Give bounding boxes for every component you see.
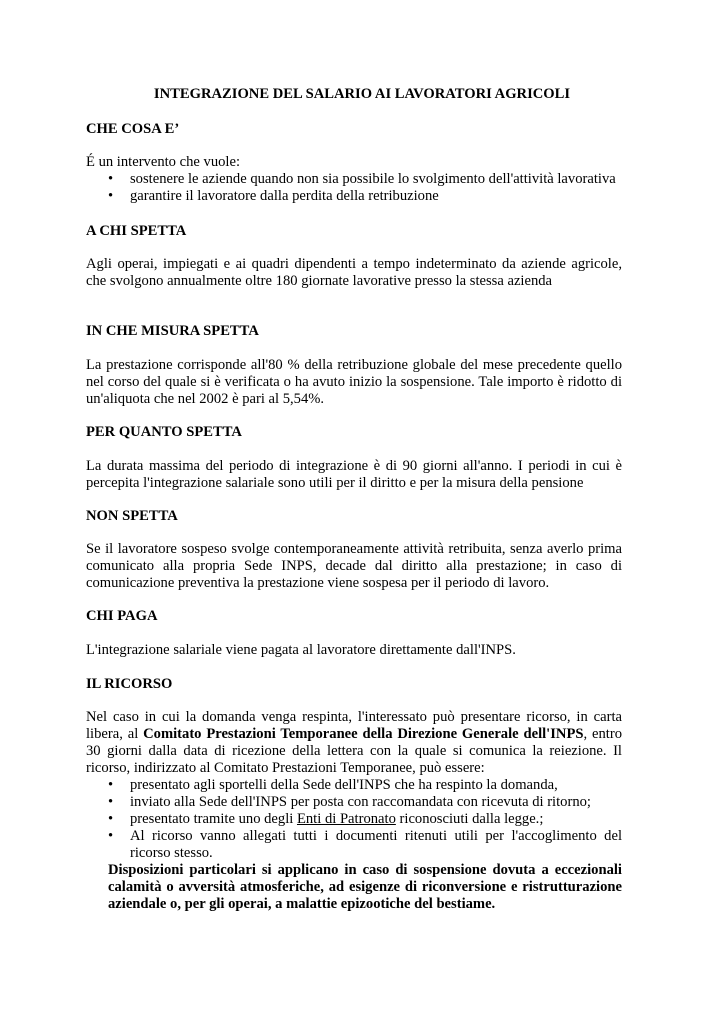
- che-cosa-intro: É un intervento che vuole:: [86, 154, 240, 170]
- misura-paragraph: La prestazione corrisponde all'80 % della retribuzione globale del mese precedente quello nel corso del quale si è verificata o ha avuto inizio la sospensione. Tale importo è ridotto di un'aliquota che nel 2002 è pari al 5,54%.: [86, 357, 622, 407]
- heading-misura: IN CHE MISURA SPETTA: [86, 323, 259, 339]
- list-item: • presentato agli sportelli della Sede dell'INPS che ha respinto la domanda,: [108, 777, 558, 793]
- heading-che-cosa: CHE COSA E’: [86, 121, 180, 137]
- heading-per-quanto: PER QUANTO SPETTA: [86, 424, 242, 440]
- enti-di-patronato-link[interactable]: Enti di Patronato: [296, 811, 396, 827]
- disposizioni-particolari-notice: Disposizioni particolari si applicano in caso di sospensione dovuta a eccezionali calamità o avversità atmosferiche, ad esigenze di riconversione e ristrutturazione aziendale o, per gli operai, a malattie epizootiche del bestiame.: [108, 862, 622, 912]
- bullet-icon: •: [108, 794, 114, 810]
- heading-chi-paga: CHI PAGA: [86, 608, 158, 624]
- heading-non-spetta: NON SPETTA: [86, 508, 178, 524]
- che-cosa-bullet-list: [86, 171, 622, 205]
- ricorso-paragraph: Nel caso in cui la domanda venga respinta, l'interessato può presentare ricorso, in carta libera, al Comitato Prestazioni Temporanee della Direzione Generale dell'INPS, entro 30 giorni dalla data di ricezione della lettera con la quale si comunica la reiezione. Il ricorso, indirizzato al Comitato Prestazioni Temporanee, può essere:: [86, 709, 622, 776]
- chi-paga-paragraph: L'integrazione salariale viene pagata al lavoratore direttamente dall'INPS.: [86, 642, 516, 658]
- bullet-icon: •: [108, 188, 114, 204]
- per-quanto-paragraph: La durata massima del periodo di integrazione è di 90 giorni all'anno. I periodi in cui è percepita l'integrazione salariale sono utili per il diritto e per la misura della pensione: [86, 458, 622, 491]
- list-item: • sostenere le aziende quando non sia possibile lo svolgimento dell'attività lavorativa: [108, 171, 616, 187]
- bullet-icon: •: [108, 828, 114, 844]
- list-item: • inviato alla Sede dell'INPS per posta con raccomandata con ricevuta di ritorno;: [108, 794, 591, 810]
- document-title: INTEGRAZIONE DEL SALARIO AI LAVORATORI AGRICOLI: [153, 86, 571, 102]
- heading-il-ricorso: IL RICORSO: [86, 676, 173, 692]
- list-item: • Al ricorso vanno allegati tutti i documenti ritenuti utili per l'accoglimento del ricorso stesso.: [108, 828, 622, 861]
- list-item: • presentato tramite uno degli Enti di Patronato riconosciuti dalla legge.;: [108, 811, 544, 827]
- a-chi-spetta-paragraph: Agli operai, impiegati e ai quadri dipendenti a tempo indeterminato da aziende agricole, che svolgono annualmente oltre 180 giornate lavorative presso la stessa azienda: [86, 256, 622, 289]
- heading-a-chi-spetta: A CHI SPETTA: [86, 223, 187, 239]
- bullet-icon: •: [108, 811, 114, 827]
- bullet-icon: •: [108, 777, 114, 793]
- bullet-icon: •: [108, 171, 114, 187]
- ricorso-bullet-list: [86, 777, 622, 862]
- list-item: • garantire il lavoratore dalla perdita della retribuzione: [108, 188, 439, 204]
- non-spetta-paragraph: Se il lavoratore sospeso svolge contemporaneamente attività retribuita, senza averlo prima comunicato alla propria Sede INPS, decade dal diritto alla prestazione; in caso di comunicazione preventiva la prestazione viene sospesa per il periodo di lavoro.: [86, 541, 622, 591]
